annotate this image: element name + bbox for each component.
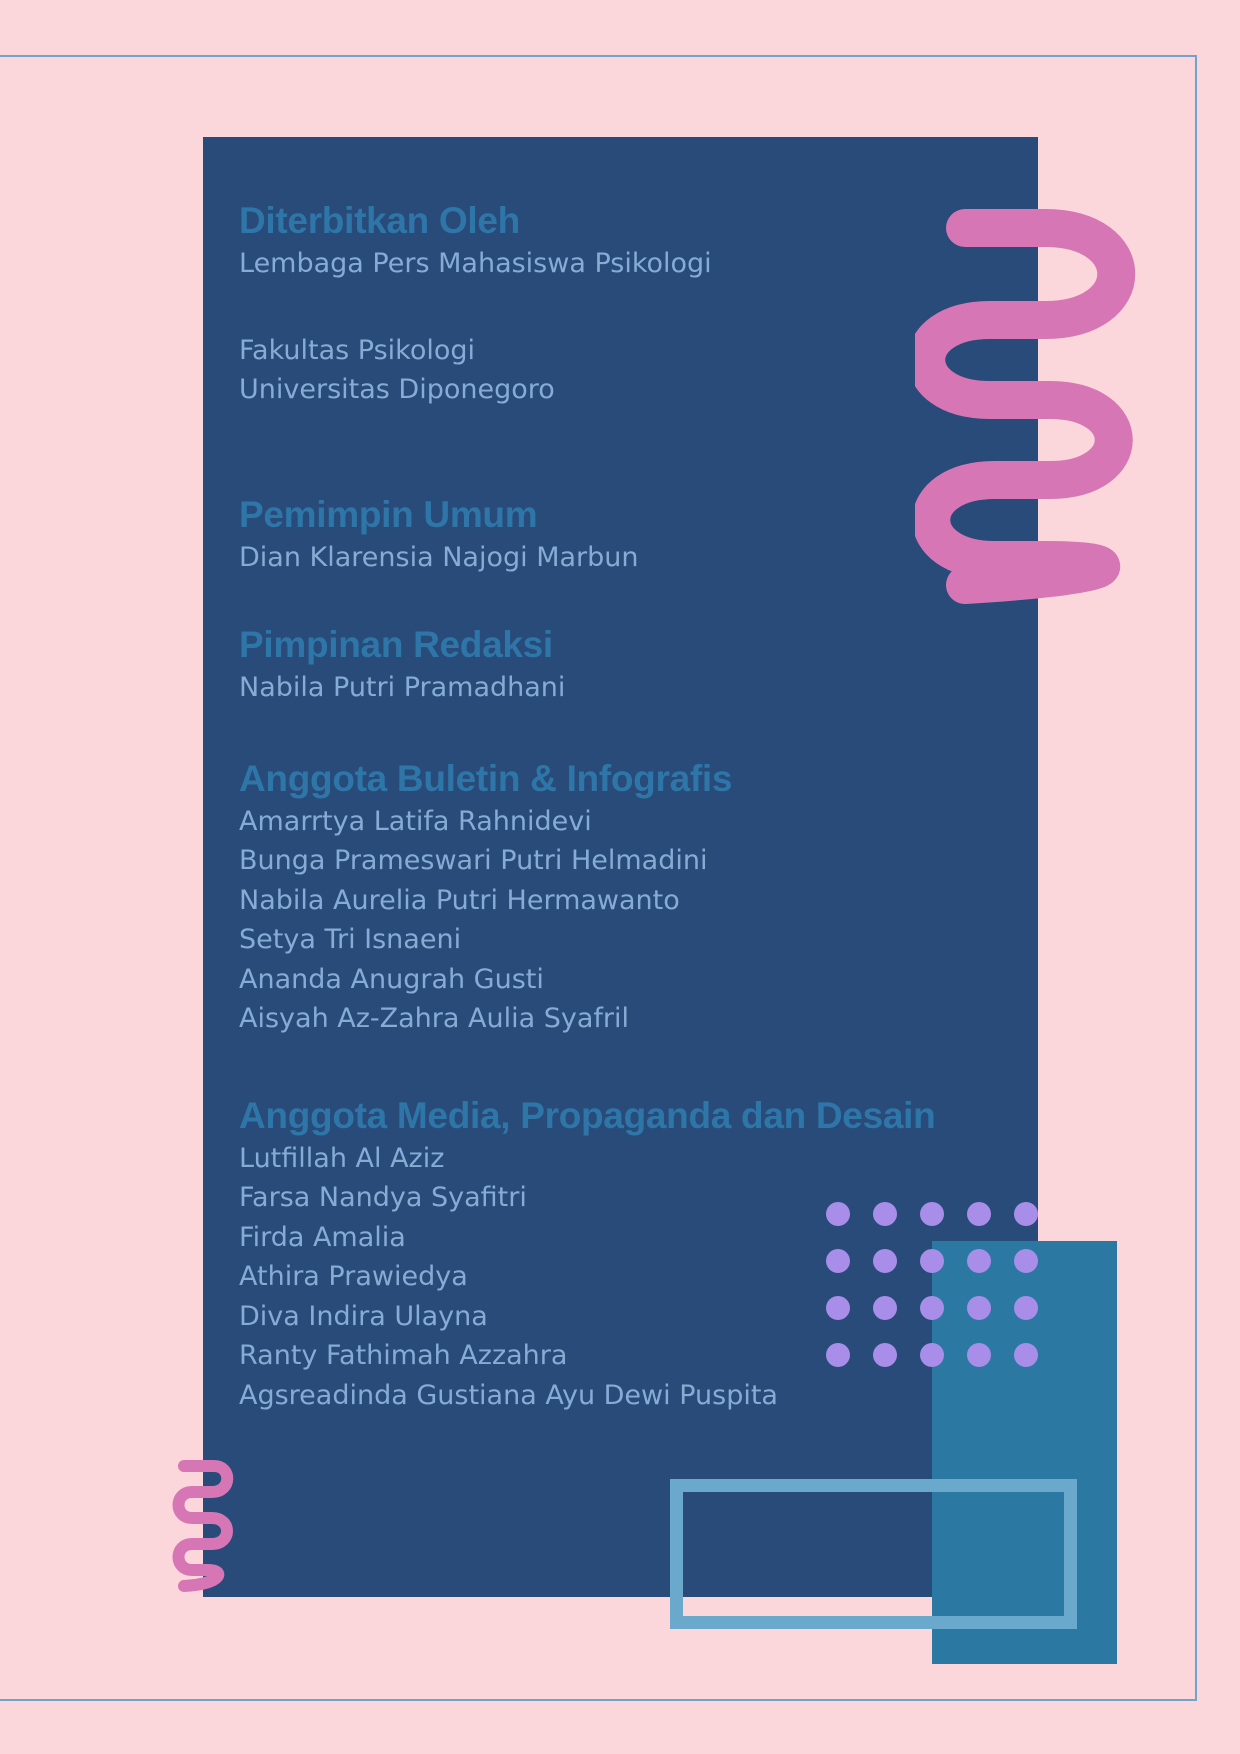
bulletin-members-section xyxy=(239,756,959,1039)
dot xyxy=(967,1296,991,1320)
person-name: Ranty Fathimah Azzahra xyxy=(239,1340,568,1371)
person-name: Firda Amalia xyxy=(239,1221,406,1253)
dot xyxy=(1014,1296,1038,1320)
publisher-section xyxy=(239,198,959,410)
section-heading: Anggota Buletin & Infografis xyxy=(239,757,733,799)
small-pink-wave-icon xyxy=(162,1452,242,1602)
person-name: Farsa Nandya Syafitri xyxy=(239,1182,527,1213)
section-heading: Pimpinan Redaksi xyxy=(239,624,553,665)
person-name: Diva Indira Ulayna xyxy=(239,1300,488,1332)
dot xyxy=(967,1202,991,1226)
section-heading: Diterbitkan Oleh xyxy=(239,200,520,241)
person-name: Nabila Putri Pramadhani xyxy=(239,672,566,703)
dot xyxy=(1014,1249,1038,1273)
person-name: Aisyah Az-Zahra Aulia Syafril xyxy=(239,1003,630,1034)
person-name: Athira Prawiedya xyxy=(239,1261,468,1292)
media-members-section xyxy=(239,1093,959,1416)
person-name: Lutfillah Al Aziz xyxy=(239,1142,445,1174)
dot xyxy=(967,1249,991,1273)
person-name: Ananda Anugrah Gusti xyxy=(239,963,544,995)
dot xyxy=(967,1343,991,1367)
publisher-faculty: Fakultas Psikologi xyxy=(239,334,476,366)
dot xyxy=(1014,1202,1038,1226)
person-name: Agsreadinda Gustiana Ayu Dewi Puspita xyxy=(239,1379,778,1411)
dot xyxy=(1014,1343,1038,1367)
person-name: Setya Tri Isnaeni xyxy=(239,924,462,955)
publisher-organization: Lembaga Pers Mahasiswa Psikologi xyxy=(239,248,712,279)
credits-content xyxy=(239,198,959,1415)
outline-rectangle-decoration xyxy=(670,1479,1077,1629)
section-heading: Anggota Media, Propaganda dan Desain xyxy=(239,1094,936,1136)
publisher-university: Universitas Diponegoro xyxy=(239,374,555,405)
person-name: Dian Klarensia Najogi Marbun xyxy=(239,541,639,573)
general-leader-section xyxy=(239,492,959,578)
editor-in-chief-section xyxy=(239,622,959,708)
person-name: Nabila Aurelia Putri Hermawanto xyxy=(239,884,680,916)
section-heading: Pemimpin Umum xyxy=(239,493,538,535)
person-name: Bunga Prameswari Putri Helmadini xyxy=(239,845,708,876)
person-name: Amarrtya Latifa Rahnidevi xyxy=(239,805,592,837)
